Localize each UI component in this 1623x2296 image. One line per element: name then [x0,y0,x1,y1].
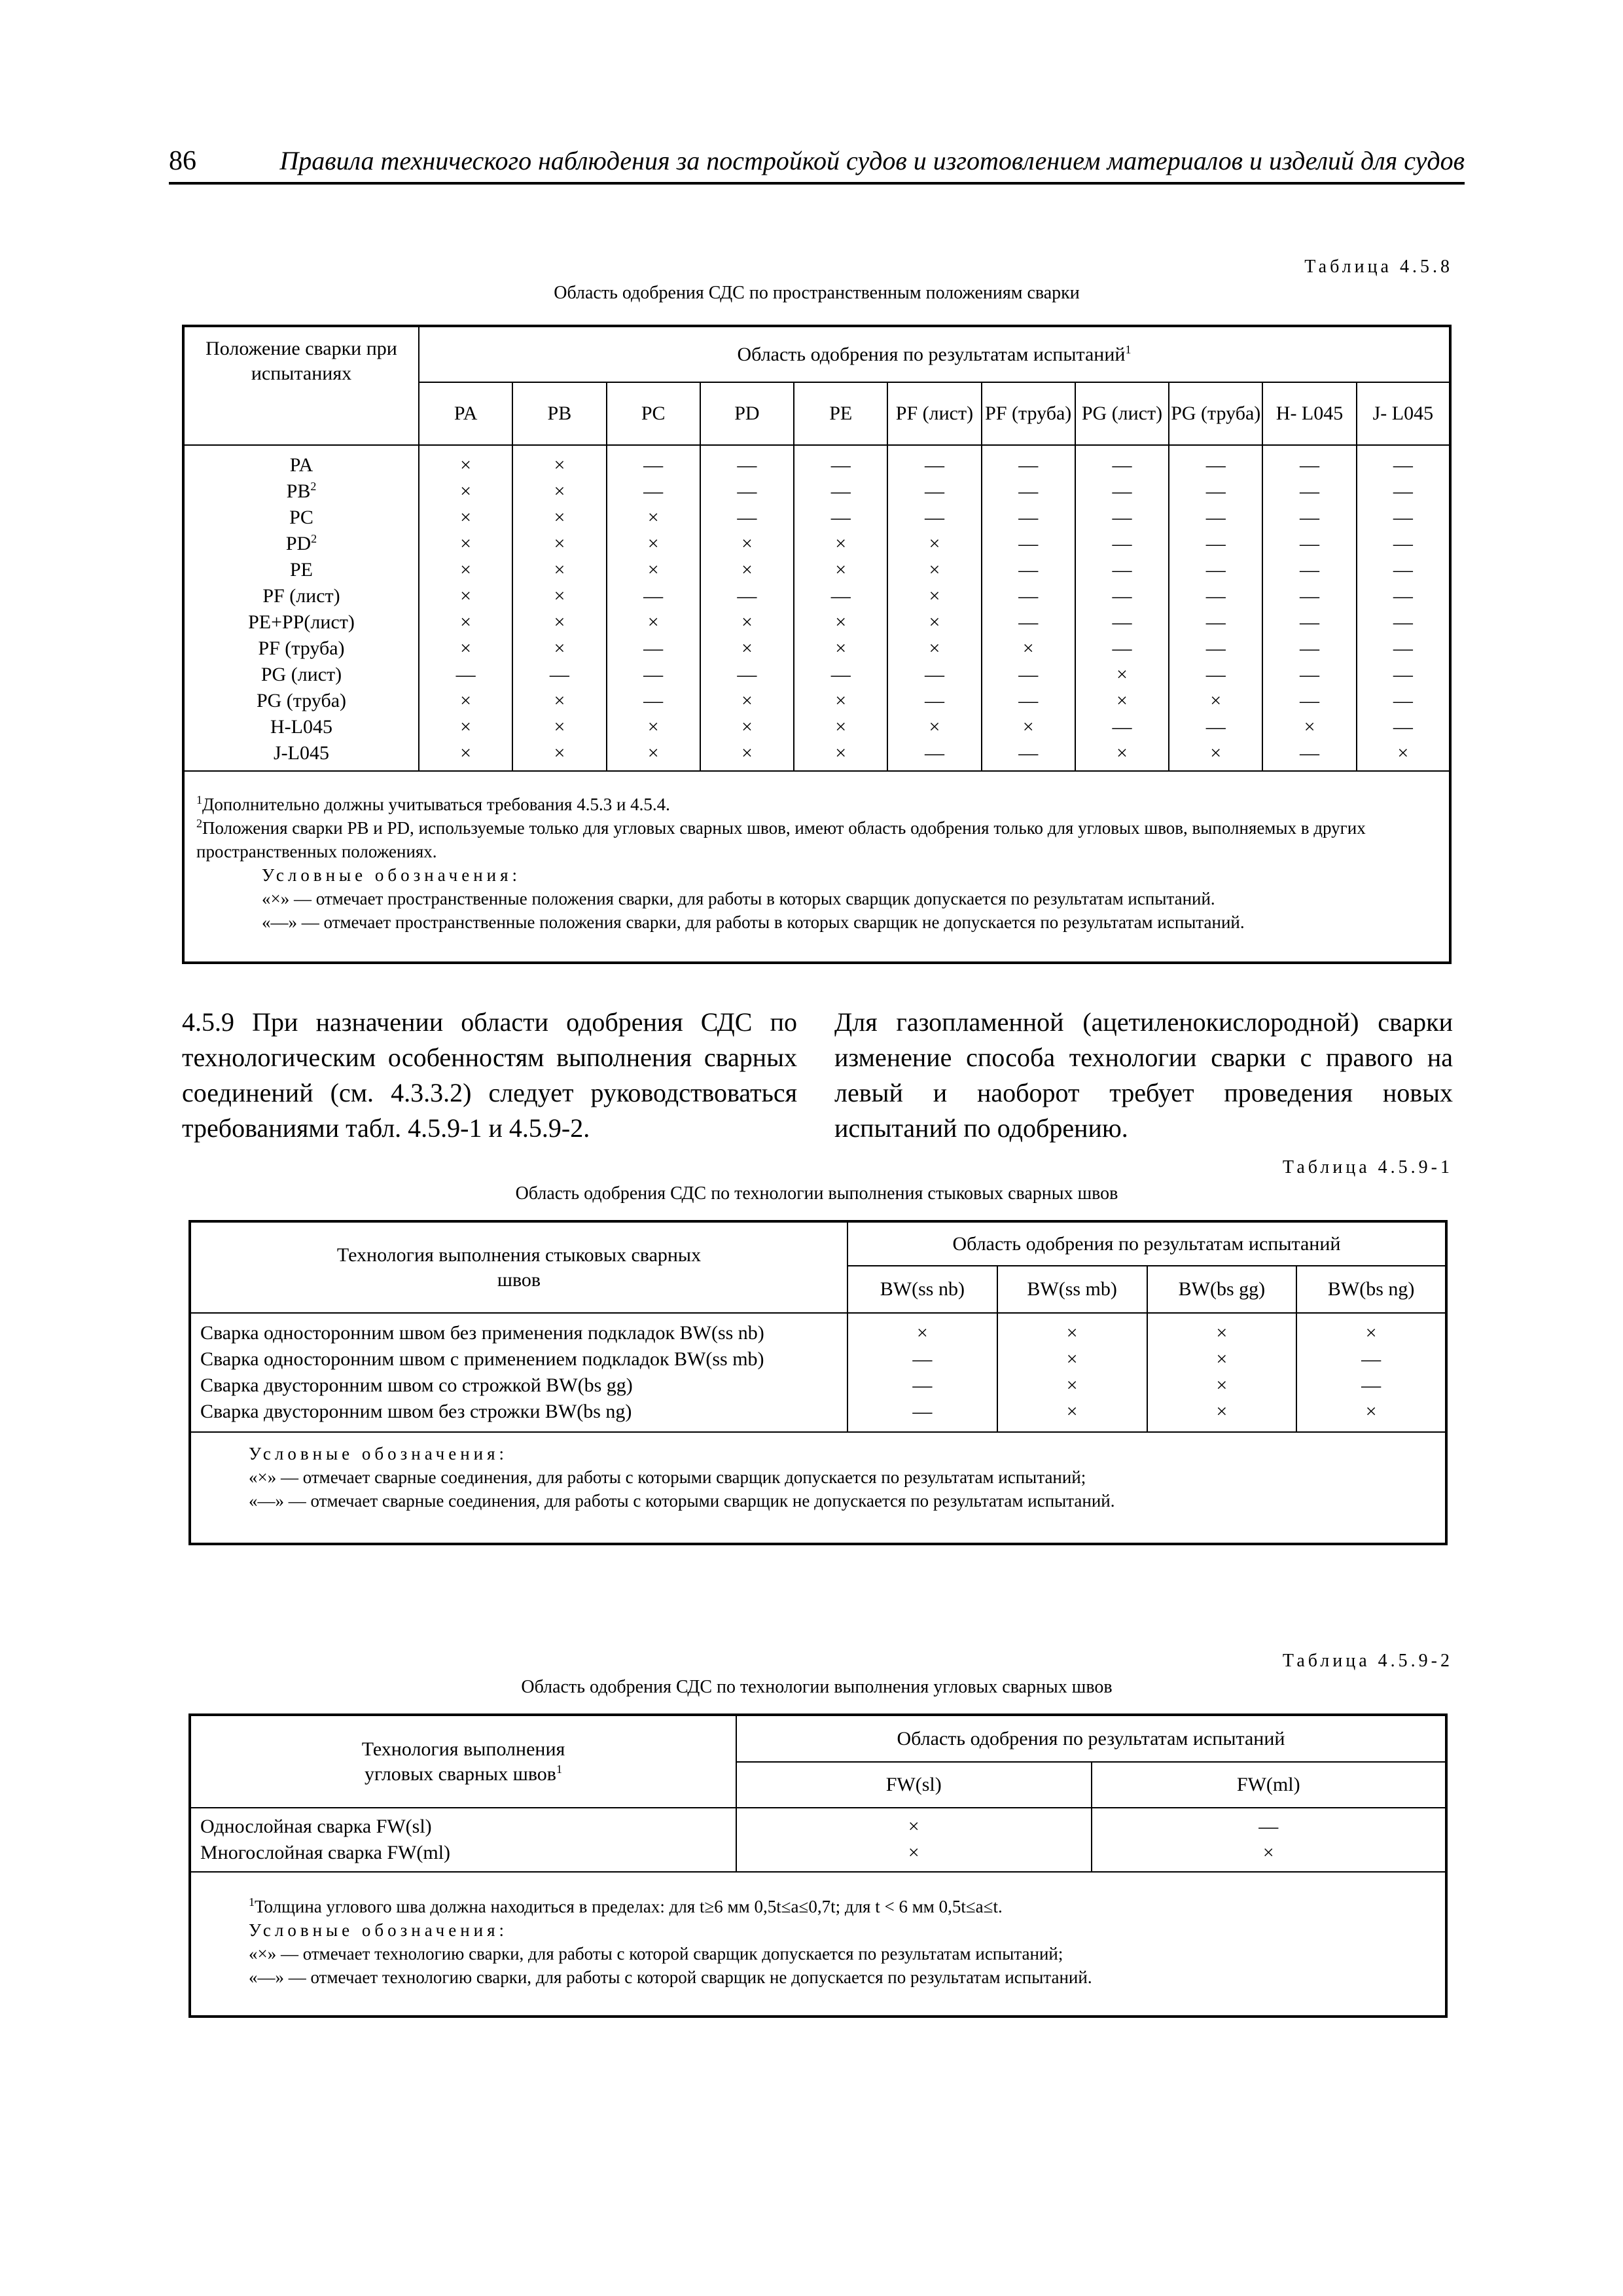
row-label-text: Сварка односторонним швом с применением подкладок BW(ss mb) [200,1348,764,1370]
table-cell: — [1018,664,1039,685]
table-cell: — [912,1348,933,1370]
table-cell: × [1397,742,1409,764]
table-cell: — [1393,637,1413,659]
table-cell: × [908,1842,919,1863]
table1-data-column [982,445,1075,771]
table1-caption: Область одобрения СДС по пространственным положениям сварки [554,283,1080,303]
table-cell: — [1205,611,1226,633]
table-cell: — [1393,533,1413,554]
table-cell: × [460,611,472,633]
row-label-text: PG (труба) [256,690,347,711]
table1-row-header: Положение сварки при испытаниях [183,326,419,445]
table2-data-column [1147,1313,1297,1432]
table-cell: — [1300,664,1320,685]
table1-col-header: PB [512,382,606,445]
table1-col-header: PF (труба) [982,382,1075,445]
table-cell: — [1018,559,1039,581]
table-cell: — [1112,507,1132,528]
table-cell: — [643,690,664,711]
table-row-label [200,1372,847,1399]
table1-data-column [1169,445,1262,771]
table-cell: — [1300,742,1320,764]
table3-legend-title: Условные обозначения: [249,1920,508,1940]
table-cell: — [924,454,944,476]
table-row-label [200,1399,847,1425]
table1-data-column [419,445,512,771]
table-cell: × [647,716,659,738]
table-cell: — [1205,716,1226,738]
table3-label: Таблица 4.5.9-2 [1282,1651,1453,1671]
table-row-label [200,1320,847,1346]
running-title: Правила технического наблюдения за постройкой судов и изготовлением материалов и изделий для судов [279,146,1465,175]
table-cell: — [643,585,664,607]
table-cell: — [1393,480,1413,502]
table-cell: × [460,507,472,528]
table-cell: — [1018,533,1039,554]
table-cell: — [1112,480,1132,502]
table-cell: × [554,637,565,659]
table-cell: — [924,690,944,711]
table-cell: — [924,742,944,764]
row-label-text: PB [286,480,311,502]
table-row-label [185,531,418,557]
table-row-label [185,636,418,662]
table1-notes: $^1$Дополнительно должны учитываться требования 4.5.3 и 4.5.4. $^2$Положения сварки PB и PD, используемые только для угловых сварных швов, имеют область одобрения только для угловых швов, выполняемых в других пространственных положениях. Условные обозначения: «×» — отмечает пространственные положения сварки, для работы в которых сварщик допускается по результатам испытаний. «—» — отмечает пространственные положения сварки, для работы в которых сварщик не допускается по результатам испытаний. [183,771,1450,963]
table-cell: × [1216,1374,1228,1396]
table-cell: × [1365,1401,1377,1422]
table-cell: — [1018,611,1039,633]
table-cell: — [1112,585,1132,607]
table3-col-header: FW(ml) [1092,1762,1447,1808]
table-cell: — [1300,454,1320,476]
table-cell: — [1018,690,1039,711]
table-row-label [200,1840,736,1866]
table-cell: × [835,742,847,764]
table-cell: — [830,507,851,528]
table1-label: Таблица 4.5.8 [1304,257,1453,277]
table-cell: × [741,533,753,554]
page-number: 86 [169,146,196,176]
table-row-label [185,505,418,531]
table-cell: — [1205,507,1226,528]
table-cell: — [1300,480,1320,502]
table-cell: — [1393,507,1413,528]
table-cell: × [554,533,565,554]
table-cell: — [737,454,757,476]
row-label-sup: 2 [310,480,317,493]
table2-legend-dash: «—» — отмечает сварные соединения, для работы с которыми сварщик не допускается по результатам испытаний. [249,1491,1115,1511]
table1-legend-dash: «—» — отмечает пространственные положения сварки, для работы в которых сварщик не допускается по результатам испытаний. [262,912,1245,932]
table1-col-header: PG (труба) [1169,382,1262,445]
table3-notes: $^1$Толщина углового шва должна находиться в пределах: для t≥6 мм 0,5t≤a≤0,7t; для t < 6 мм 0,5t≤a≤t. Условные обозначения: «×» — отмечает технологию сварки, для работы с которой сварщик допускается по результатам испытаний; «—» — отмечает технологию сварки, для работы с которой сварщик не допускается по результатам испытаний. [190,1872,1446,2017]
table2-data-column [1296,1313,1446,1432]
table-cell: × [1216,1401,1228,1422]
table1-data-column [700,445,794,771]
table-cell: — [1393,690,1413,711]
table2-row-labels [190,1313,847,1432]
table-row-label [200,1814,736,1840]
table2-caption: Область одобрения СДС по технологии выполнения стыковых сварных швов [515,1183,1118,1204]
table1-col-header: PD [700,382,794,445]
table-cell: — [1393,716,1413,738]
table-cell: — [737,664,757,685]
table3-legend-x: «×» — отмечает технологию сварки, для работы с которой сварщик допускается по результатам испытаний; [249,1944,1063,1964]
table-cell: × [554,454,565,476]
table-row-label [185,452,418,478]
table-cell: × [1116,742,1128,764]
table3-caption: Область одобрения СДС по технологии выполнения угловых сварных швов [521,1677,1113,1697]
table-cell: × [647,507,659,528]
row-label-text: J-L045 [274,742,329,764]
table-cell: × [460,533,472,554]
table-cell: — [1393,585,1413,607]
table-cell: — [1258,1816,1279,1837]
row-label-text: PC [289,507,313,528]
table1 [182,325,1452,964]
table-cell: × [554,690,565,711]
table-cell: × [1066,1348,1078,1370]
table-cell: × [554,507,565,528]
table-cell: — [1205,585,1226,607]
row-label-text: Сварка двусторонним швом со строжкой BW(bs gg) [200,1374,633,1396]
table-cell: × [741,716,753,738]
table2-data-column [997,1313,1147,1432]
table-cell: × [460,559,472,581]
table2-col-header: BW(bs gg) [1147,1266,1297,1313]
table-cell: × [460,585,472,607]
table3-note-1: Толщина углового шва должна находиться в пределах: для t≥6 мм 0,5t≤a≤0,7t; для t < 6 мм 0,5t≤a≤t. [255,1897,1003,1916]
table-cell: × [929,611,940,633]
table1-row-labels [183,445,419,771]
table-cell: × [460,716,472,738]
table-cell: — [1393,611,1413,633]
row-label-text: PE [289,559,313,581]
table-cell: × [835,559,847,581]
table-cell: — [1361,1374,1382,1396]
row-label-text: H-L045 [270,716,332,738]
table1-legend-title: Условные обозначения: [262,865,522,885]
table-cell: — [1112,454,1132,476]
table-cell: — [1300,690,1320,711]
table-cell: — [1112,637,1132,659]
table-cell: × [647,611,659,633]
table-cell: × [554,585,565,607]
table1-note-2: Положения сварки PB и PD, используемые только для угловых сварных швов, имеют область одобрения только для угловых швов, выполняемых в других пространственных положениях. [196,818,1366,861]
table1-col-header: PC [607,382,700,445]
table-cell: — [1205,559,1226,581]
table1-data-column [1357,445,1450,771]
row-label-text: Сварка двусторонним швом без строжки BW(bs ng) [200,1401,632,1422]
table1-data-column [887,445,981,771]
table-cell: × [1116,664,1128,685]
table-row-label [185,740,418,766]
table-cell: × [1365,1322,1377,1344]
table-cell: — [1018,507,1039,528]
table-cell: — [1205,664,1226,685]
table-cell: — [924,507,944,528]
table1-data-column [512,445,606,771]
table-cell: × [835,690,847,711]
table-cell: × [647,559,659,581]
table-row-label [185,557,418,583]
table-cell: × [1066,1374,1078,1396]
table-cell: × [1022,716,1034,738]
para-4-5-9-left: 4.5.9 При назначении области одобрения СДС по технологическим особенностям выполнения сварных соединений (см. 4.3.3.2) следует руководствоваться требованиями табл. 4.5.9-1 и 4.5.9-2. [182,1007,797,1143]
table2-notes [190,1432,1446,1544]
table-cell: × [908,1816,919,1837]
table-cell: — [643,637,664,659]
table1-group-header: Область одобрения по результатам испытаний$^1$ [419,326,1450,382]
table3-row-labels [190,1808,736,1872]
table-cell: × [741,690,753,711]
table-cell: × [835,637,847,659]
table3-group-header: Область одобрения по результатам испытаний [736,1715,1446,1762]
table-cell: — [830,480,851,502]
table-cell: — [1393,559,1413,581]
table3-row-header: Технология выполнения угловых сварных швов$^1$ [190,1715,736,1808]
table-cell: — [1300,507,1320,528]
table-cell: × [835,533,847,554]
table-cell: — [1205,533,1226,554]
table-cell: × [1116,690,1128,711]
table1-col-header: PG (лист) [1075,382,1169,445]
table-row-label [185,688,418,714]
table1-col-header: PF (лист) [887,382,981,445]
table-cell: — [643,664,664,685]
table3-data-column [736,1808,1092,1872]
table1-note-1: Дополнительно должны учитываться требования 4.5.3 и 4.5.4. [202,795,670,814]
table-cell: × [1216,1348,1228,1370]
table-row-label [185,583,418,609]
table-cell: × [835,611,847,633]
table3-legend-dash: «—» — отмечает технологию сварки, для работы с которой сварщик не допускается по результатам испытаний. [249,1967,1092,1987]
table2 [188,1220,1448,1545]
table-cell: — [830,585,851,607]
table-cell: × [1066,1401,1078,1422]
table-row-label [200,1346,847,1372]
table-cell: × [1022,637,1034,659]
table-cell: — [455,664,476,685]
table-cell: — [1205,480,1226,502]
table-cell: — [1361,1348,1382,1370]
table2-row-header: Технология выполнения стыковых сварных швов [190,1221,847,1313]
table-cell: × [647,533,659,554]
table-cell: × [929,716,940,738]
table-row-label [185,662,418,688]
table-cell: — [1018,454,1039,476]
table-cell: × [460,454,472,476]
row-label-text: PE+PP(лист) [248,611,355,633]
table-row-label [185,609,418,636]
row-label-text: PD [285,533,312,554]
table1-col-header: H- L045 [1262,382,1356,445]
table1-data-column [1075,445,1169,771]
table-cell: × [929,559,940,581]
table-row-label [185,714,418,740]
table1-data-column [794,445,887,771]
table-cell: × [554,742,565,764]
table-cell: × [1304,716,1315,738]
table-row-label [185,478,418,505]
table-cell: × [554,611,565,633]
table-cell: × [460,742,472,764]
table2-legend-x: «×» — отмечает сварные соединения, для работы с которыми сварщик допускается по результатам испытаний; [249,1467,1086,1487]
table-cell: × [741,559,753,581]
row-label-text: Сварка односторонним швом без применения подкладок BW(ss nb) [200,1322,764,1344]
table-cell: — [1112,611,1132,633]
table-cell: × [929,585,940,607]
table-cell: × [1210,690,1222,711]
table-cell: — [643,454,664,476]
table-cell: — [1300,559,1320,581]
table2-data-column [847,1313,997,1432]
table-cell: × [460,690,472,711]
table1-col-header: PA [419,382,512,445]
table2-col-header: BW(bs ng) [1296,1266,1446,1313]
row-label-text: PA [289,454,313,476]
table-cell: × [1066,1322,1078,1344]
table-cell: — [1018,742,1039,764]
table-cell: — [1393,664,1413,685]
table-cell: × [460,637,472,659]
table-cell: — [737,507,757,528]
table-cell: — [1393,454,1413,476]
row-label-text: Однослойная сварка FW(sl) [200,1816,432,1837]
table-cell: — [1112,559,1132,581]
table1-legend-x: «×» — отмечает пространственные положения сварки, для работы в которых сварщик допускается по результатам испытаний. [262,889,1215,908]
table-cell: — [737,585,757,607]
table-cell: — [1018,480,1039,502]
table2-group-header: Область одобрения по результатам испытаний [847,1221,1446,1266]
table-cell: — [737,480,757,502]
row-label-text: Многослойная сварка FW(ml) [200,1842,451,1863]
table-cell: × [1262,1842,1274,1863]
table-cell: — [1300,533,1320,554]
table-cell: × [741,637,753,659]
table2-col-header: BW(ss nb) [847,1266,997,1313]
table-cell: — [1112,533,1132,554]
table1-col-header: PE [794,382,887,445]
table-cell: × [554,480,565,502]
table3-data-column [1092,1808,1447,1872]
table-cell: — [830,454,851,476]
table-cell: × [929,533,940,554]
row-label-text: PG (лист) [260,664,342,685]
table-cell: — [924,480,944,502]
table-cell: — [1205,637,1226,659]
page-header [169,143,1465,185]
table-cell: — [1300,637,1320,659]
table-cell: × [835,716,847,738]
para-4-5-9-right: Для газопламенной (ацетиленокислородной) сварки изменение способа технологии сварки с правого на левый и наоборот требует проведения новых испытаний по одобрению. [834,1007,1453,1143]
table-cell: — [1300,585,1320,607]
table3-col-header: FW(sl) [736,1762,1092,1808]
table3 [188,1713,1448,2018]
table-cell: — [912,1401,933,1422]
table-cell: × [929,637,940,659]
row-label-sup: 2 [311,532,317,545]
table-cell: × [647,742,659,764]
table-cell: × [554,716,565,738]
table-cell: — [1018,585,1039,607]
table1-data-column [1262,445,1356,771]
table-cell: × [741,611,753,633]
table-cell: — [924,664,944,685]
table-cell: × [1216,1322,1228,1344]
table-cell: × [460,480,472,502]
table-cell: × [741,742,753,764]
table-cell: × [1210,742,1222,764]
table2-label: Таблица 4.5.9-1 [1282,1157,1453,1177]
table-cell: — [1300,611,1320,633]
table1-col-header: J- L045 [1357,382,1450,445]
table-cell: × [554,559,565,581]
table2-legend-title: Условные обозначения: [249,1444,508,1463]
table-cell: — [1112,716,1132,738]
table1-data-column [607,445,700,771]
row-label-text: PF (труба) [258,637,345,659]
table-cell: × [916,1322,928,1344]
table-cell: — [549,664,569,685]
table-cell: — [830,664,851,685]
table-cell: — [912,1374,933,1396]
table-cell: — [643,480,664,502]
row-label-text: PF (лист) [262,585,340,607]
table2-col-header: BW(ss mb) [997,1266,1147,1313]
table-cell: — [1205,454,1226,476]
